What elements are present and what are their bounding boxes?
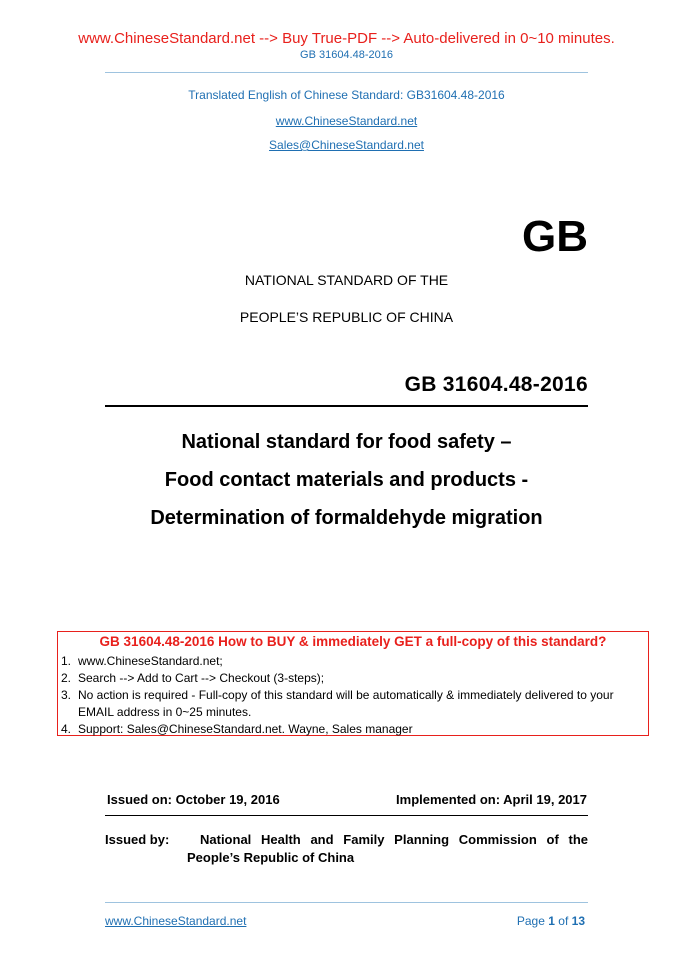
issued-by-line1 [105, 832, 588, 847]
standard-number-rule [105, 405, 588, 407]
national-standard-line1: NATIONAL STANDARD OF THE [244, 272, 449, 288]
issued-on: Issued on: October 19, 2016 [107, 792, 280, 807]
buy-step [61, 670, 638, 687]
issue-divider [105, 815, 588, 816]
page-current: 1 [548, 914, 555, 928]
footer-website-link[interactable]: www.ChineseStandard.net [105, 914, 247, 928]
standard-number: GB 31604.48-2016 [404, 373, 588, 396]
buy-step [61, 653, 638, 670]
issued-by-line2: People’s Republic of China [187, 850, 355, 865]
translation-note: Translated English of Chinese Standard: GB31604.48-2016 [188, 88, 505, 102]
buy-heading: GB 31604.48-2016 How to BUY & immediately GET a full-copy of this standard? [99, 634, 607, 649]
email-link[interactable]: Sales@ChineseStandard.net [269, 138, 424, 152]
website-link[interactable]: www.ChineseStandard.net [275, 114, 418, 128]
header-divider [105, 72, 588, 73]
page-indicator [517, 914, 585, 928]
page-prefix: Page [516, 914, 545, 928]
step-text: www.ChineseStandard.net; [78, 654, 223, 668]
title-line2: Food contact materials and products - [164, 469, 529, 491]
title-line3: Determination of formaldehyde migration [150, 507, 543, 529]
buy-steps-list [61, 653, 638, 738]
national-standard-line2: PEOPLE’S REPUBLIC OF CHINA [239, 309, 454, 325]
step-text: Search --> Add to Cart --> Checkout (3-steps); [78, 671, 325, 685]
buy-step [61, 721, 638, 738]
title-line1: National standard for food safety – [181, 431, 512, 453]
issued-by-text1: National Health and Family Planning Commission of the [200, 832, 588, 847]
issued-by-label: Issued by: [105, 832, 170, 847]
website-link-row [0, 112, 693, 130]
step-number: 4. [61, 722, 72, 736]
footer-divider [105, 902, 588, 903]
header-standard-code: GB 31604.48-2016 [300, 49, 393, 61]
purchase-banner: www.ChineseStandard.net --> Buy True-PDF --> Auto-delivered in 0~10 minutes. [78, 30, 615, 47]
page-sep: of [558, 914, 569, 928]
gb-mark: GB [522, 212, 588, 261]
step-number: 1. [61, 654, 72, 668]
buy-instructions-box [57, 631, 649, 736]
implemented-on: Implemented on: April 19, 2017 [396, 792, 587, 807]
email-link-row [0, 136, 693, 154]
page-total: 13 [571, 914, 585, 928]
step-text: No action is required - Full-copy of this standard will be automatically & immediately delivered to your EMAIL address in 0~25 minutes. [78, 688, 614, 719]
buy-step [61, 687, 638, 721]
step-text: Support: Sales@ChineseStandard.net. Wayne, Sales manager [78, 722, 413, 736]
step-number: 3. [61, 688, 72, 702]
step-number: 2. [61, 671, 72, 685]
